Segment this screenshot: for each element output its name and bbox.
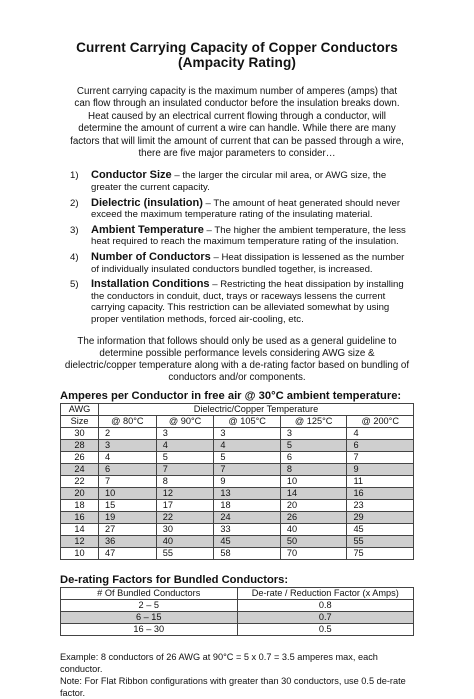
table-row: [61, 476, 414, 488]
factor-description: – The amount of heat generated should never exceed the maximum temperature rating of the insulating material.: [91, 197, 401, 221]
table-row: [61, 440, 414, 452]
temperature-header: @ 125°C: [280, 416, 347, 428]
ampacity-cell: 4: [99, 452, 157, 464]
ampacity-cell: 9: [347, 464, 414, 476]
awg-cell: 16: [61, 512, 99, 524]
ampacity-cell: 40: [156, 536, 214, 548]
table-row: [61, 600, 414, 612]
ampacity-cell: 4: [214, 440, 281, 452]
bundled-count-cell: 16 – 30: [61, 624, 238, 636]
factor-item: [60, 252, 414, 275]
awg-cell: 14: [61, 524, 99, 536]
temperature-header: @ 90°C: [156, 416, 214, 428]
ampacity-cell: 45: [214, 536, 281, 548]
ampacity-cell: 8: [280, 464, 347, 476]
ampacity-table-heading: Amperes per Conductor in free air @ 30°C ambient temperature:: [60, 390, 402, 403]
awg-cell: 10: [61, 548, 99, 560]
ampacity-cell: 3: [156, 428, 214, 440]
table-row: [61, 452, 414, 464]
factor-number: 1): [70, 170, 79, 182]
ampacity-cell: 2: [99, 428, 157, 440]
table-row: [61, 512, 414, 524]
ampacity-cell: 23: [347, 500, 414, 512]
awg-cell: 12: [61, 536, 99, 548]
ampacity-cell: 45: [347, 524, 414, 536]
footnotes: [60, 651, 414, 699]
awg-cell: 28: [61, 440, 99, 452]
ampacity-cell: 5: [156, 452, 214, 464]
factor-item: [60, 225, 414, 248]
flat-ribbon-note: Note: For Flat Ribbon configurations with greater than 30 conductors, use 0.5 de-rate factor.: [60, 676, 406, 699]
ampacity-table: [60, 403, 414, 560]
factor-term: Installation Conditions: [91, 278, 210, 291]
awg-cell: 20: [61, 488, 99, 500]
factor-description: – Restricting the heat dissipation by installing the conductors in conduit, duct, trays or raceways lessens the current carrying capacity. This restriction can be alleviated somewhat by using proper ventilation methods, forced air-cooling, etc.: [91, 279, 404, 325]
derate-table: [60, 587, 414, 636]
ampacity-cell: 24: [214, 512, 281, 524]
factor-number: 5): [70, 279, 79, 291]
table-row: [61, 536, 414, 548]
ampacity-cell: 7: [99, 476, 157, 488]
factor-number: 4): [70, 252, 79, 263]
factor-description: – the larger the circular mil area, or AWG size, the greater the current capacity.: [91, 170, 387, 194]
awg-cell: 26: [61, 452, 99, 464]
ampacity-cell: 10: [280, 476, 347, 488]
ampacity-cell: 5: [214, 452, 281, 464]
intro-paragraph: Current carrying capacity is the maximum number of amperes (amps) that can flow through an insulated conductor before the insulation breaks down. Heat caused by an electrical current flowing through a conductor, will determine the amount of current a wire can handle. While there are many factors that will limit the amount of current that can be passed through a wire, there are five major parameters to consider…: [70, 86, 404, 160]
ampacity-cell: 6: [280, 452, 347, 464]
table-row: [61, 428, 414, 440]
factor-term: Conductor Size: [91, 169, 172, 182]
ampacity-cell: 40: [280, 524, 347, 536]
ampacity-cell: 26: [280, 512, 347, 524]
ampacity-cell: 6: [99, 464, 157, 476]
factor-term: Dielectric (insulation): [91, 196, 203, 209]
ampacity-cell: 7: [214, 464, 281, 476]
derate-table-heading: De-rating Factors for Bundled Conductors:: [60, 574, 289, 587]
awg-header: AWG: [61, 404, 99, 416]
temperature-group-header: Dielectric/Copper Temperature: [99, 404, 414, 416]
ampacity-cell: 75: [347, 548, 414, 560]
table-row: [61, 624, 414, 636]
ampacity-cell: 55: [156, 548, 214, 560]
ampacity-cell: 50: [280, 536, 347, 548]
derate-factor-cell: 0.8: [237, 600, 414, 612]
document-title: Current Carrying Capacity of Copper Conductors (Ampacity Rating): [76, 40, 398, 70]
factor-term: Ambient Temperature: [91, 223, 204, 236]
awg-cell: 22: [61, 476, 99, 488]
ampacity-cell: 9: [214, 476, 281, 488]
table-row: [61, 464, 414, 476]
table-row: [61, 500, 414, 512]
table-row: [61, 548, 414, 560]
awg-cell: 24: [61, 464, 99, 476]
factor-description: – Heat dissipation is lessened as the number of individually insulated conductors bundled together, is increased.: [91, 252, 405, 275]
awg-cell: 30: [61, 428, 99, 440]
ampacity-cell: 8: [156, 476, 214, 488]
ampacity-cell: 27: [99, 524, 157, 536]
factor-number: 3): [70, 224, 79, 236]
ampacity-cell: 13: [214, 488, 281, 500]
ampacity-cell: 17: [156, 500, 214, 512]
factor-description: – The higher the ambient temperature, the less heat required to reach the maximum temperature rating of the insulation.: [91, 224, 406, 248]
ampacity-cell: 29: [347, 512, 414, 524]
ampacity-cell: 12: [156, 488, 214, 500]
ampacity-cell: 7: [347, 452, 414, 464]
ampacity-cell: 3: [214, 428, 281, 440]
awg-cell: 18: [61, 500, 99, 512]
ampacity-cell: 22: [156, 512, 214, 524]
ampacity-cell: 55: [347, 536, 414, 548]
bundled-count-header: # Of Bundled Conductors: [61, 588, 238, 600]
example-note: Example: 8 conductors of 26 AWG at 90°C = 5 x 0.7 = 3.5 amperes max, each conductor.: [60, 652, 378, 675]
ampacity-cell: 30: [156, 524, 214, 536]
ampacity-cell: 11: [347, 476, 414, 488]
table-row: [61, 612, 414, 624]
ampacity-cell: 5: [280, 440, 347, 452]
factor-item: [60, 170, 414, 193]
ampacity-cell: 10: [99, 488, 157, 500]
temperature-header: @ 200°C: [347, 416, 414, 428]
ampacity-cell: 33: [214, 524, 281, 536]
ampacity-cell: 15: [99, 500, 157, 512]
derate-factor-cell: 0.7: [237, 612, 414, 624]
table-row: [61, 488, 414, 500]
ampacity-cell: 58: [214, 548, 281, 560]
ampacity-cell: 16: [347, 488, 414, 500]
ampacity-cell: 3: [99, 440, 157, 452]
bundled-count-cell: 2 – 5: [61, 600, 238, 612]
factors-list: [60, 170, 414, 325]
ampacity-cell: 4: [347, 428, 414, 440]
ampacity-cell: 3: [280, 428, 347, 440]
ampacity-cell: 47: [99, 548, 157, 560]
ampacity-cell: 36: [99, 536, 157, 548]
ampacity-cell: 18: [214, 500, 281, 512]
factor-item: [60, 279, 414, 325]
table-row: [61, 524, 414, 536]
derate-factor-header: De-rate / Reduction Factor (x Amps): [237, 588, 414, 600]
ampacity-cell: 6: [347, 440, 414, 452]
ampacity-cell: 4: [156, 440, 214, 452]
temperature-header: @ 80°C: [99, 416, 157, 428]
ampacity-cell: 14: [280, 488, 347, 500]
ampacity-cell: 70: [280, 548, 347, 560]
factor-item: [60, 198, 414, 221]
ampacity-cell: 19: [99, 512, 157, 524]
ampacity-cell: 20: [280, 500, 347, 512]
factor-term: Number of Conductors: [91, 251, 211, 263]
size-header: Size: [61, 416, 99, 428]
temperature-header: @ 105°C: [214, 416, 281, 428]
bundled-count-cell: 6 – 15: [61, 612, 238, 624]
derate-factor-cell: 0.5: [237, 624, 414, 636]
guideline-paragraph: The information that follows should only be used as a general guideline to determine possible performance levels considering AWG size & dielectric/copper temperature along with a de-rating factor based on bundling of conductors and/or components.: [64, 335, 410, 384]
factor-number: 2): [70, 197, 79, 209]
ampacity-cell: 7: [156, 464, 214, 476]
